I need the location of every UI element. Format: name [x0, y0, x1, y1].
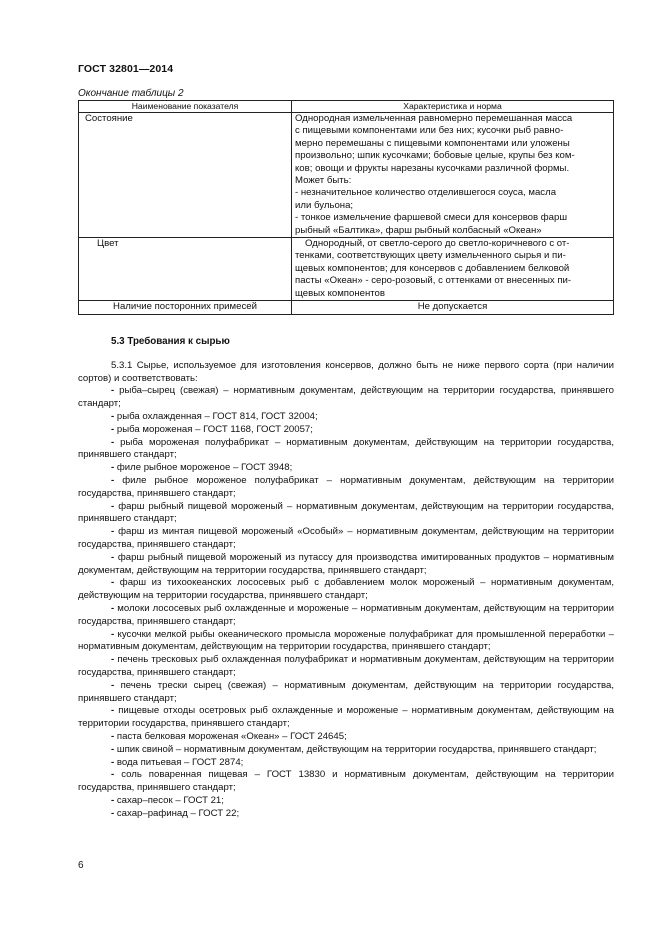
list-item [78, 705, 614, 731]
list-item [78, 577, 614, 603]
value-line: рыбный «Балтика», фарш рыбный колбасный «Океан» [295, 224, 542, 236]
list-item-text: печень трески сырец (свежая) – нормативным документам, действующим на территории государства, принявшего стандарт; [78, 679, 614, 704]
bullet-dash: - [111, 410, 117, 422]
list-item-text: сахар–рафинад – ГОСТ 22; [116, 807, 240, 819]
list-item-text: фарш рыбный пищевой мороженый из путассу для производства имитированных продуктов – нормативным документам, действующим на территории государства, принявшего стандарт; [78, 551, 614, 576]
column-header-characteristic: Характеристика и норма [292, 101, 614, 113]
bullet-dash: - [111, 628, 118, 640]
value-line: - незначительное количество отделившегося соуса, масла [295, 187, 557, 199]
list-item [78, 424, 614, 437]
list-item [78, 385, 614, 411]
row-value-impurities: Не допускается [292, 301, 614, 314]
value-line: ков; овощи и фрукты нарезаны кусочками различной формы. [295, 162, 570, 174]
list-item-text: вода питьевая – ГОСТ 2874; [116, 756, 244, 768]
table-header-row [79, 101, 614, 113]
list-item [78, 769, 614, 795]
table-caption: Окончание таблицы 2 [78, 88, 184, 99]
list-item [78, 603, 614, 629]
list-item-text: рыба охлажденная – ГОСТ 814, ГОСТ 32004; [116, 410, 318, 422]
list-item-text: шпик свиной – нормативным документам, действующим на территории государства, принявшего стандарт; [116, 743, 597, 755]
list-item [78, 808, 614, 821]
list-item [78, 552, 614, 578]
list-item [78, 526, 614, 552]
bullet-dash: - [111, 807, 117, 819]
row-value-color [292, 238, 614, 301]
list-item [78, 680, 614, 706]
row-name-color: Цвет [79, 238, 292, 301]
list-item-text: пищевые отходы осетровых рыб охлажденные и мороженые – нормативным документам, действующим на территории государства, принявшего стандарт; [78, 705, 614, 730]
table-row [79, 113, 614, 238]
bullet-dash: - [111, 462, 117, 474]
table-row [79, 301, 614, 314]
bullet-dash: - [111, 602, 118, 614]
bullet-dash: - [111, 423, 117, 435]
bullet-dash: - [111, 769, 122, 781]
section-intro: 5.3.1 Сырье, используемое для изготовления консервов, должно быть не ниже первого сорта (при наличии сортов) и соответствовать: [78, 359, 614, 384]
bullet-dash: - [111, 577, 120, 589]
value-line: щевых компонентов [295, 287, 385, 299]
list-item-text: рыба–сырец (свежая) – нормативным документам, действующим на территории государства, принявшего стандарт; [78, 385, 614, 410]
table-row [79, 238, 614, 301]
bullet-dash: - [111, 385, 120, 397]
specification-table [78, 100, 614, 315]
list-item-text: кусочки мелкой рыбы океанического промысла мороженые полуфабрикат для промышленной переработки – нормативным документам, действующим на территории государства, принявшего стандарт; [78, 628, 614, 653]
list-item [78, 475, 614, 501]
list-item [78, 501, 614, 527]
bullet-dash: - [111, 436, 121, 448]
row-name-impurities: Наличие посторонних примесей [79, 301, 292, 314]
list-item-text: печень тресковых рыб охлажденная полуфабрикат и нормативным документам, действующим на территории государства, принявшего стандарт; [78, 654, 614, 678]
bullet-dash: - [111, 526, 119, 538]
bullet-dash: - [111, 474, 123, 486]
list-item-text: рыба мороженая – ГОСТ 1168, ГОСТ 20057; [116, 423, 313, 435]
value-line: - тонкое измельчение фаршевой смеси для консервов фарш [295, 212, 568, 224]
value-line: мерно перемешаны с пищевыми компонентами или уложены [295, 137, 570, 149]
list-item [78, 757, 614, 770]
list-item-text: филе рыбное мороженое полуфабрикат – нормативным документам, действующим на территории государства, принявшего стандарт; [78, 474, 614, 499]
list-item [78, 629, 614, 655]
list-item [78, 654, 614, 680]
list-item [78, 795, 614, 808]
requirements-list [78, 385, 614, 820]
bullet-dash: - [111, 756, 117, 768]
bullet-dash: - [111, 551, 118, 563]
list-item [78, 731, 614, 744]
list-item [78, 437, 614, 463]
value-line: Однородный, от светло-серого до светло-коричневого с от- [305, 238, 570, 250]
bullet-dash: - [111, 730, 117, 742]
page-number: 6 [78, 860, 84, 871]
list-item-text: сахар–песок – ГОСТ 21; [116, 794, 224, 806]
list-item-text: филе рыбное мороженое – ГОСТ 3948; [116, 462, 293, 474]
list-item-text: рыба мороженая полуфабрикат – нормативным документам, действующим на территории государства, принявшего стандарт; [78, 436, 614, 461]
document-header: ГОСТ 32801—2014 [78, 63, 174, 75]
value-line: пасты «Океан» - серо-розовый, с оттенками от внесенных пи- [295, 275, 572, 287]
value-line: щевых компонентов; для консервов с добавлением белковой [295, 262, 570, 274]
value-line: Однородная измельченная равномерно перемешанная масса [295, 113, 573, 124]
bullet-dash: - [111, 705, 119, 717]
row-name-state: Состояние [79, 113, 292, 238]
value-line: или бульона; [295, 199, 354, 211]
value-line: с пищевыми компонентами или без них; кусочки рыб равно- [295, 125, 564, 137]
list-item-text: фарш рыбный пищевой мороженый – нормативным документам, действующим на территории государства, принявшего стандарт; [78, 500, 614, 525]
list-item-text: соль поваренная пищевая – ГОСТ 13830 и нормативным документам, действующим на территории государства, принявшего стандарт; [78, 769, 614, 794]
list-item-text: молоки лососевых рыб охлажденные и мороженые – нормативным документам, действующим на территории государства, принявшего стандарт; [78, 602, 614, 627]
value-line: тенками, соответствующих цвету измельченного сырья и пи- [295, 250, 566, 262]
list-item [78, 411, 614, 424]
bullet-dash: - [111, 794, 117, 806]
list-item [78, 462, 614, 475]
list-item-text: фарш из минтая пищевой мороженый «Особый» – нормативным документам, действующим на территории государства, принявшего стандарт; [78, 526, 614, 550]
bullet-dash: - [111, 654, 118, 666]
bullet-dash: - [111, 743, 117, 755]
list-item [78, 744, 614, 757]
value-line: Может быть: [295, 175, 352, 187]
bullet-dash: - [111, 679, 121, 691]
list-item-text: фарш из тихоокеанских лососевых рыб с добавлением молок мороженый – нормативным документам, действующим на территории государства, принявшего стандарт; [78, 577, 614, 602]
bullet-dash: - [111, 500, 119, 512]
section-body [78, 336, 614, 820]
value-line: произвольно; шпик кусочками; бобовые целые, крупы без ком- [295, 150, 575, 162]
column-header-indicator: Наименование показателя [79, 101, 292, 113]
section-title: 5.3 Требования к сырью [111, 336, 230, 347]
row-value-state [292, 113, 614, 238]
list-item-text: паста белковая мороженая «Океан» – ГОСТ 24645; [116, 730, 347, 742]
